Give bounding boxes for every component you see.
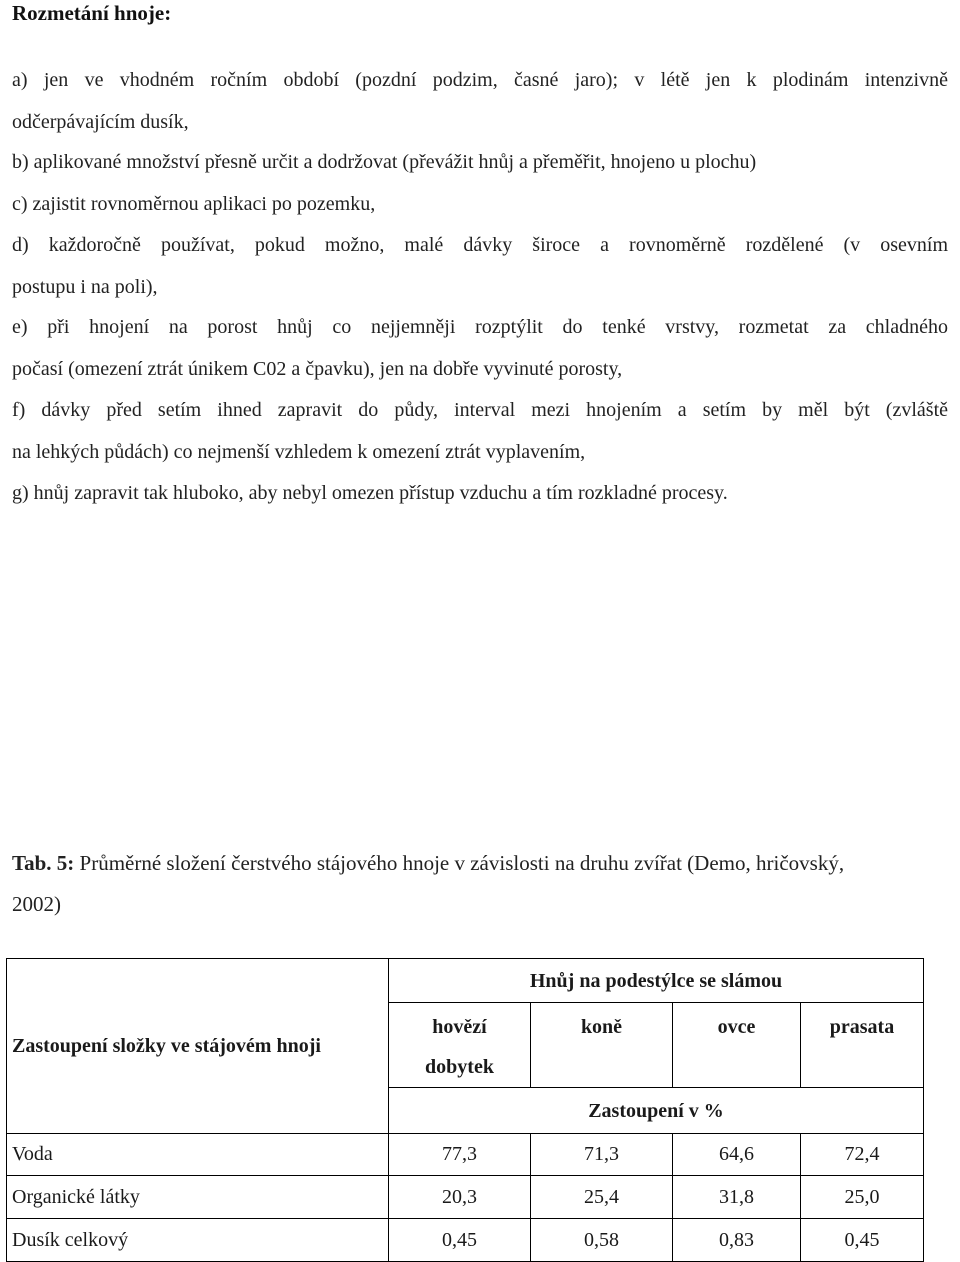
column-header-cattle-line2: dobytek	[425, 1056, 494, 1078]
cell-value: 64,6	[673, 1134, 801, 1176]
table-row	[7, 1176, 924, 1219]
row-header-cell	[7, 959, 389, 1134]
list-item-a: a) jen ve vhodném ročním období (pozdní podzim, časné jaro); v létě jen k plodinám intenzivně	[12, 69, 948, 91]
unit-header-text: Zastoupení v %	[588, 1099, 724, 1122]
cell-value: 71,3	[531, 1134, 673, 1176]
list-item-d: d) každoročně používat, pokud možno, malé dávky široce a rovnoměrně rozdělené (v osevním	[12, 234, 948, 256]
list-item-d-cont: postupu i na poli),	[12, 276, 158, 298]
column-header-horses-text: koně	[580, 1016, 623, 1038]
list-item-e-cont: počasí (omezení ztrát únikem C02 a čpavku), jen na dobře vyvinuté porosty,	[12, 358, 623, 380]
list-item-b: b) aplikované množství přesně určit a dodržovat (převážit hnůj a přeměřit, hnojeno u plochu)	[12, 151, 757, 173]
list-item-e: e) při hnojení na porost hnůj co nejjemněji rozptýlit do tenké vrstvy, rozmetat za chladného	[12, 316, 948, 338]
cell-value: 20,3	[389, 1176, 531, 1219]
cell-value: 77,3	[389, 1134, 531, 1176]
table-caption	[12, 850, 844, 876]
column-header-sheep	[673, 1003, 801, 1088]
list-item-c: c) zajistit rovnoměrnou aplikaci po pozemku,	[12, 193, 376, 215]
group-header-text: Hnůj na podestýlce se slámou	[529, 969, 783, 992]
cell-value: 0,45	[389, 1219, 531, 1262]
column-header-cattle	[389, 1003, 531, 1088]
column-header-sheep-text: ovce	[717, 1016, 756, 1038]
list-item-g: g) hnůj zapravit tak hluboko, aby nebyl omezen přístup vzduchu a tím rozkladné procesy.	[12, 482, 728, 504]
cell-value: 0,58	[531, 1219, 673, 1262]
section-heading: Rozmetání hnoje:	[12, 1, 172, 25]
cell-value: 0,45	[801, 1219, 924, 1262]
cell-value: 31,8	[673, 1176, 801, 1219]
table-caption-label: Tab. 5:	[12, 851, 75, 875]
unit-header-cell	[389, 1088, 924, 1134]
manure-composition-table	[6, 958, 924, 1262]
row-label-water: Voda	[7, 1134, 389, 1176]
cell-value: 72,4	[801, 1134, 924, 1176]
column-header-cattle-line1: hovězí	[432, 1016, 487, 1038]
column-header-pigs	[801, 1003, 924, 1088]
table-caption-text: Průměrné složení čerstvého stájového hnoje v závislosti na druhu zvířat (Demo, hričovský,	[74, 851, 845, 875]
column-header-pigs-text: prasata	[829, 1016, 895, 1038]
table-row	[7, 1134, 924, 1176]
list-item-f: f) dávky před setím ihned zapravit do půdy, interval mezi hnojením a setím by měl být (zvláště	[12, 399, 948, 421]
cell-value: 0,83	[673, 1219, 801, 1262]
row-header-text: Zastoupení složky ve stájovém hnoji	[12, 1035, 321, 1057]
table-row	[7, 1219, 924, 1262]
row-label-organic-matter: Organické látky	[7, 1176, 389, 1219]
group-header-cell	[389, 959, 924, 1003]
list-item-a-cont: odčerpávajícím dusík,	[12, 111, 189, 133]
row-label-total-nitrogen: Dusík celkový	[7, 1219, 389, 1262]
column-header-horses	[531, 1003, 673, 1088]
table-caption-cont: 2002)	[12, 892, 61, 916]
cell-value: 25,4	[531, 1176, 673, 1219]
list-item-f-cont: na lehkých půdách) co nejmenší vzhledem k omezení ztrát vyplavením,	[12, 441, 586, 463]
cell-value: 25,0	[801, 1176, 924, 1219]
